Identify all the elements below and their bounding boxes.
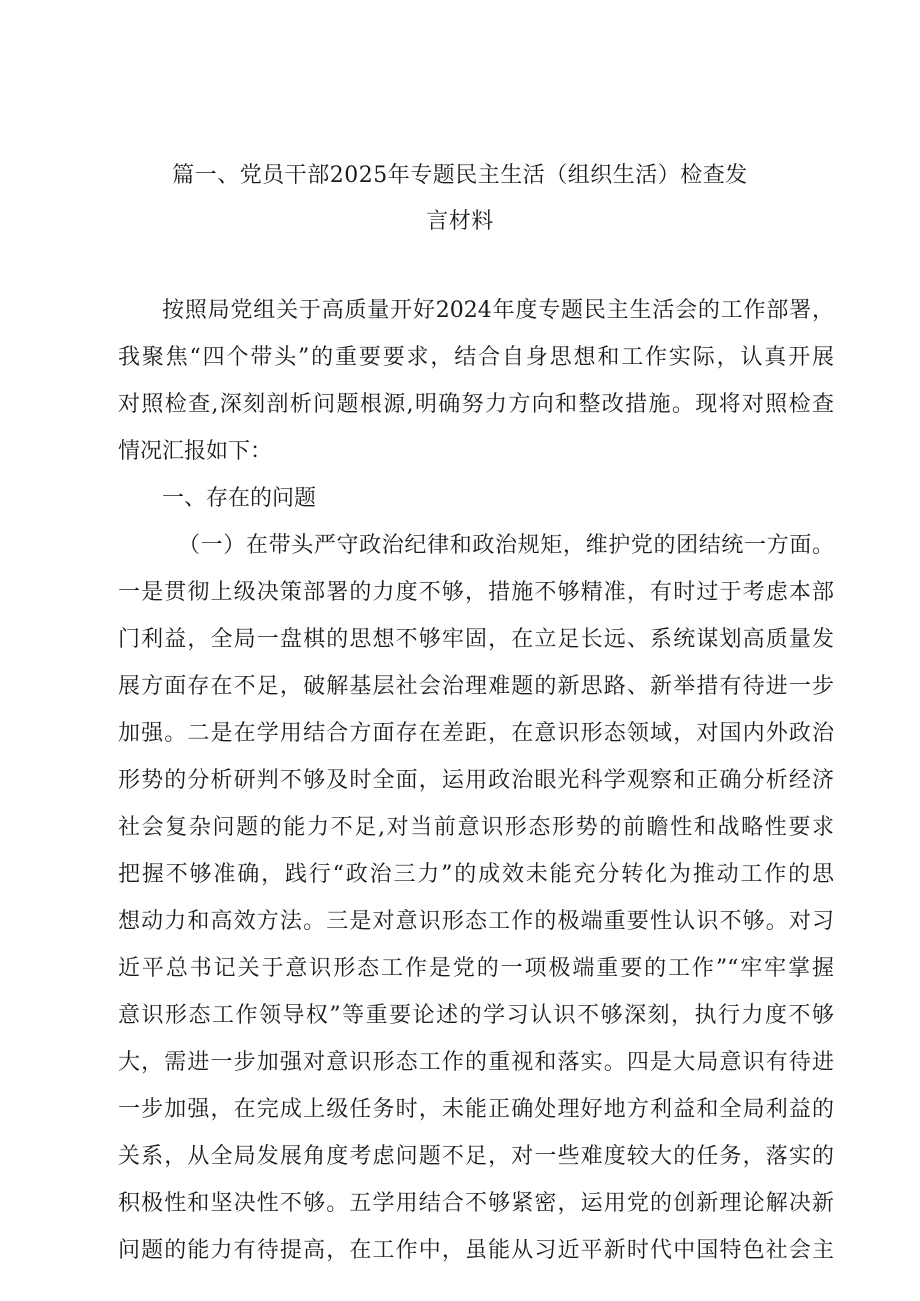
body-line: 积极性和坚决性不够。五学用结合不够紧密，运用党的创新理论解决新 — [118, 1191, 834, 1216]
body-line: 情况汇报如下： — [118, 439, 273, 464]
body-line: 把握不够准确，践行“政治三力”的成效未能充分转化为推动工作的思 — [118, 862, 834, 887]
body-line: 一是贯彻上级决策部署的力度不够，措施不够精准，有时过于考虑本部 — [118, 580, 834, 605]
body-line: 加强。二是在学用结合方面存在差距，在意识形态领域，对国内外政治 — [118, 721, 834, 746]
document-title-line-1: 篇一、党员干部2025年专题民主生活（组织生活）检查发 — [172, 163, 748, 188]
body-line: 近平总书记关于意识形态工作是党的一项极端重要的工作”“牢牢掌握 — [118, 956, 834, 981]
body-line: 社会复杂问题的能力不足,对当前意识形态形势的前瞻性和战略性要求 — [118, 815, 834, 840]
document-title-line-2: 言材料 — [426, 209, 494, 234]
body-line: 形势的分析研判不够及时全面，运用政治眼光科学观察和正确分析经济 — [118, 768, 834, 793]
body-line: 展方面存在不足，破解基层社会治理难题的新思路、新举措有待进一步 — [118, 674, 834, 699]
body-line: 一步加强，在完成上级任务时，未能正确处理好地方利益和全局利益的 — [118, 1097, 834, 1122]
body-line: 按照局党组关于高质量开好2024年度专题民主生活会的工作部署， — [162, 298, 834, 323]
body-line: 门利益，全局一盘棋的思想不够牢固，在立足长远、系统谋划高质量发 — [118, 627, 834, 652]
body-line: 意识形态工作领导权”等重要论述的学习认识不够深刻，执行力度不够 — [118, 1003, 834, 1028]
body-line: 我聚焦“四个带头”的重要要求，结合自身思想和工作实际，认真开展 — [118, 345, 834, 370]
subsection-heading: （一）在带头严守政治纪律和政治规矩，维护党的团结统一方面。 — [178, 533, 834, 558]
body-line: 大，需进一步加强对意识形态工作的重视和落实。四是大局意识有待进 — [118, 1050, 834, 1075]
body-line: 关系，从全局发展角度考虑问题不足，对一些难度较大的任务，落实的 — [118, 1144, 834, 1169]
body-line: 想动力和高效方法。三是对意识形态工作的极端重要性认识不够。对习 — [118, 909, 834, 934]
body-line: 问题的能力有待提高，在工作中，虽能从习近平新时代中国特色社会主 — [118, 1238, 834, 1263]
section-heading: 一、存在的问题 — [162, 486, 317, 511]
body-line: 对照检查,深刻剖析问题根源,明确努力方向和整改措施。现将对照检查 — [118, 392, 834, 417]
